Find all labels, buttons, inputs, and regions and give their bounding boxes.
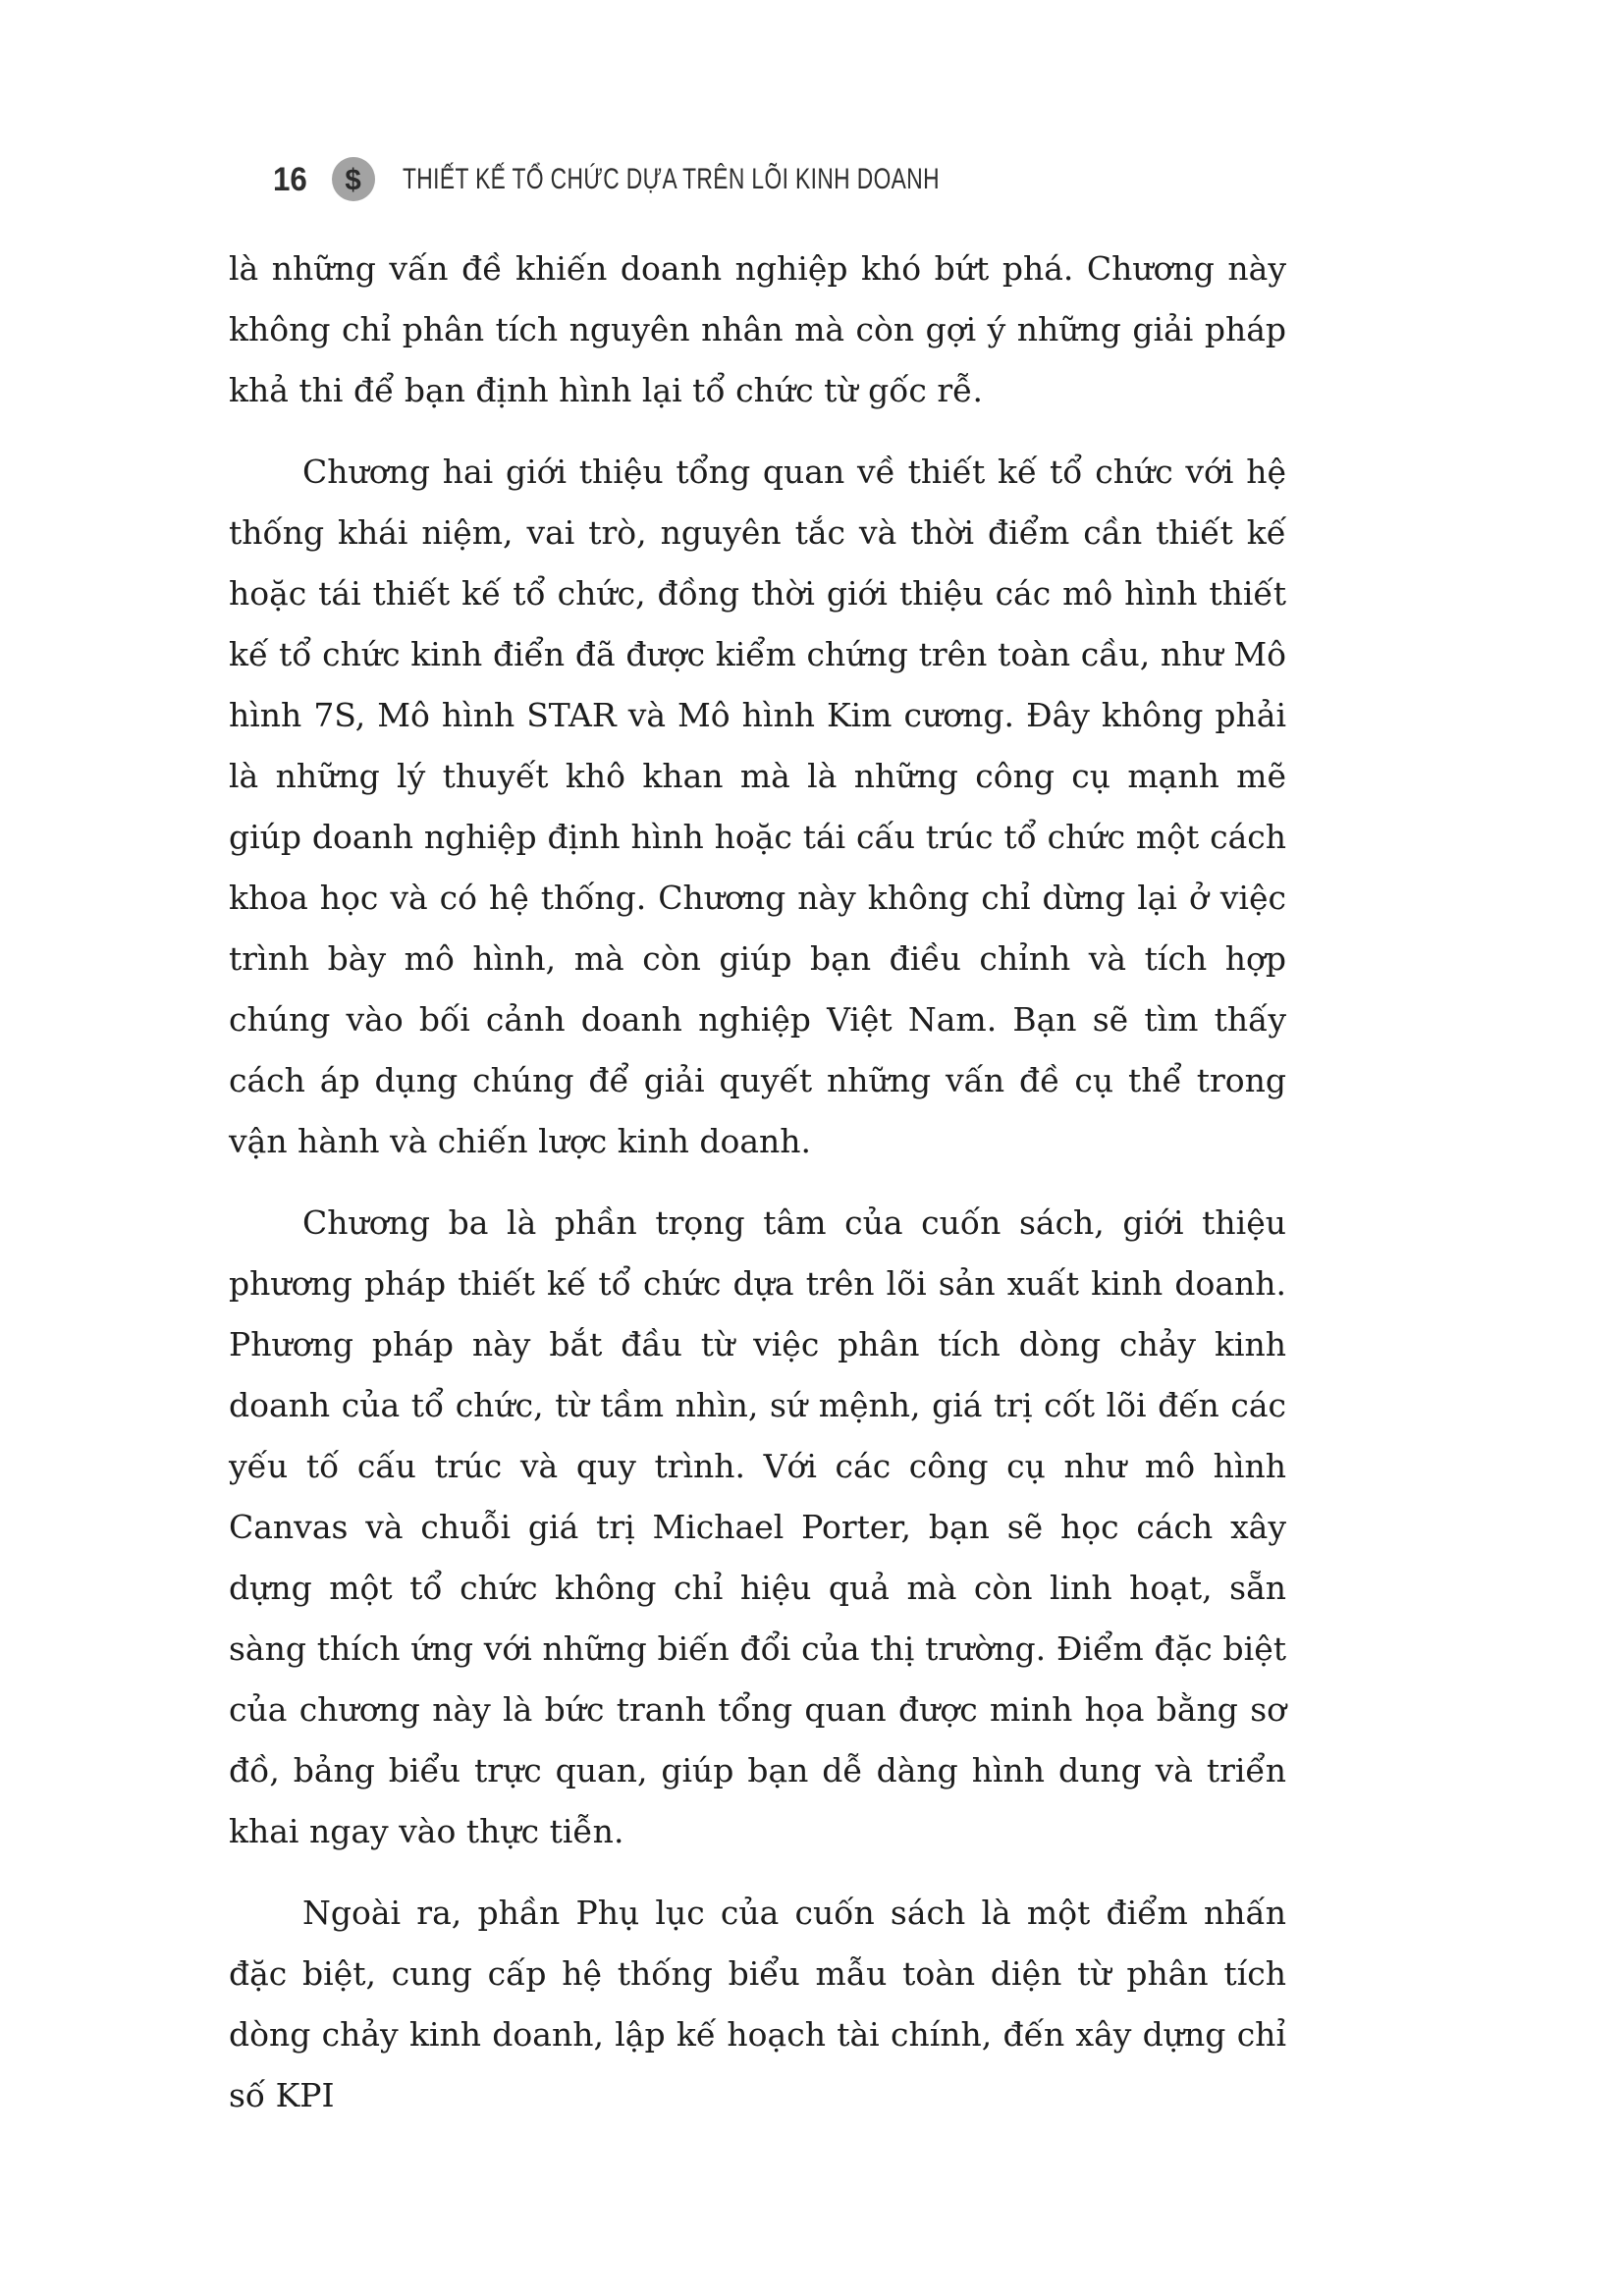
paragraph-4: Ngoài ra, phần Phụ lục của cuốn sách là một điểm nhấn đặc biệt, cung cấp hệ thống biểu mẫu toàn diện từ phân tích dòng chảy kinh doanh, lập kế hoạch tài chính, đến xây dựng chỉ số KPI — [229, 1894, 1286, 2114]
page-body — [229, 239, 1286, 2126]
paragraph-3: Chương ba là phần trọng tâm của cuốn sách, giới thiệu phương pháp thiết kế tổ chức dựa trên lõi sản xuất kinh doanh. Phương pháp này bắt đầu từ việc phân tích dòng chảy kinh doanh của tổ chức, từ tầm nhìn, sứ mệnh, giá trị cốt lõi đến các yếu tố cấu trúc và quy trình. Với các công cụ như mô hình Canvas và chuỗi giá trị Michael Porter, bạn sẽ học cách xây dựng một tổ chức không chỉ hiệu quả mà còn linh hoạt, sẵn sàng thích ứng với những biến đổi của thị trường. Điểm đặc biệt của chương này là bức tranh tổng quan được minh họa bằng sơ đồ, bảng biểu trực quan, giúp bạn dễ dàng hình dung và triển khai ngay vào thực tiễn. — [229, 1203, 1286, 1850]
dollar-glyph: $ — [345, 162, 362, 196]
page-number: 16 — [273, 160, 307, 198]
running-header — [273, 157, 1110, 201]
running-title: THIẾT KẾ TỔ CHỨC DỰA TRÊN LÕI KINH DOANH — [402, 162, 940, 195]
paragraph-1: là những vấn đề khiến doanh nghiệp khó bứt phá. Chương này không chỉ phân tích nguyên nhân mà còn gợi ý những giải pháp khả thi để bạn định hình lại tổ chức từ gốc rễ. — [229, 249, 1286, 409]
dollar-badge-icon — [332, 157, 375, 201]
paragraph-2: Chương hai giới thiệu tổng quan về thiết kế tổ chức với hệ thống khái niệm, vai trò, nguyên tắc và thời điểm cần thiết kế hoặc tái thiết kế tổ chức, đồng thời giới thiệu các mô hình thiết kế tổ chức kinh điển đã được kiểm chứng trên toàn cầu, như Mô hình 7S, Mô hình STAR và Mô hình Kim cương. Đây không phải là những lý thuyết khô khan mà là những công cụ mạnh mẽ giúp doanh nghiệp định hình hoặc tái cấu trúc tổ chức một cách khoa học và có hệ thống. Chương này không chỉ dừng lại ở việc trình bày mô hình, mà còn giúp bạn điều chỉnh và tích hợp chúng vào bối cảnh doanh nghiệp Việt Nam. Bạn sẽ tìm thấy cách áp dụng chúng để giải quyết những vấn đề cụ thể trong vận hành và chiến lược kinh doanh. — [229, 453, 1286, 1160]
